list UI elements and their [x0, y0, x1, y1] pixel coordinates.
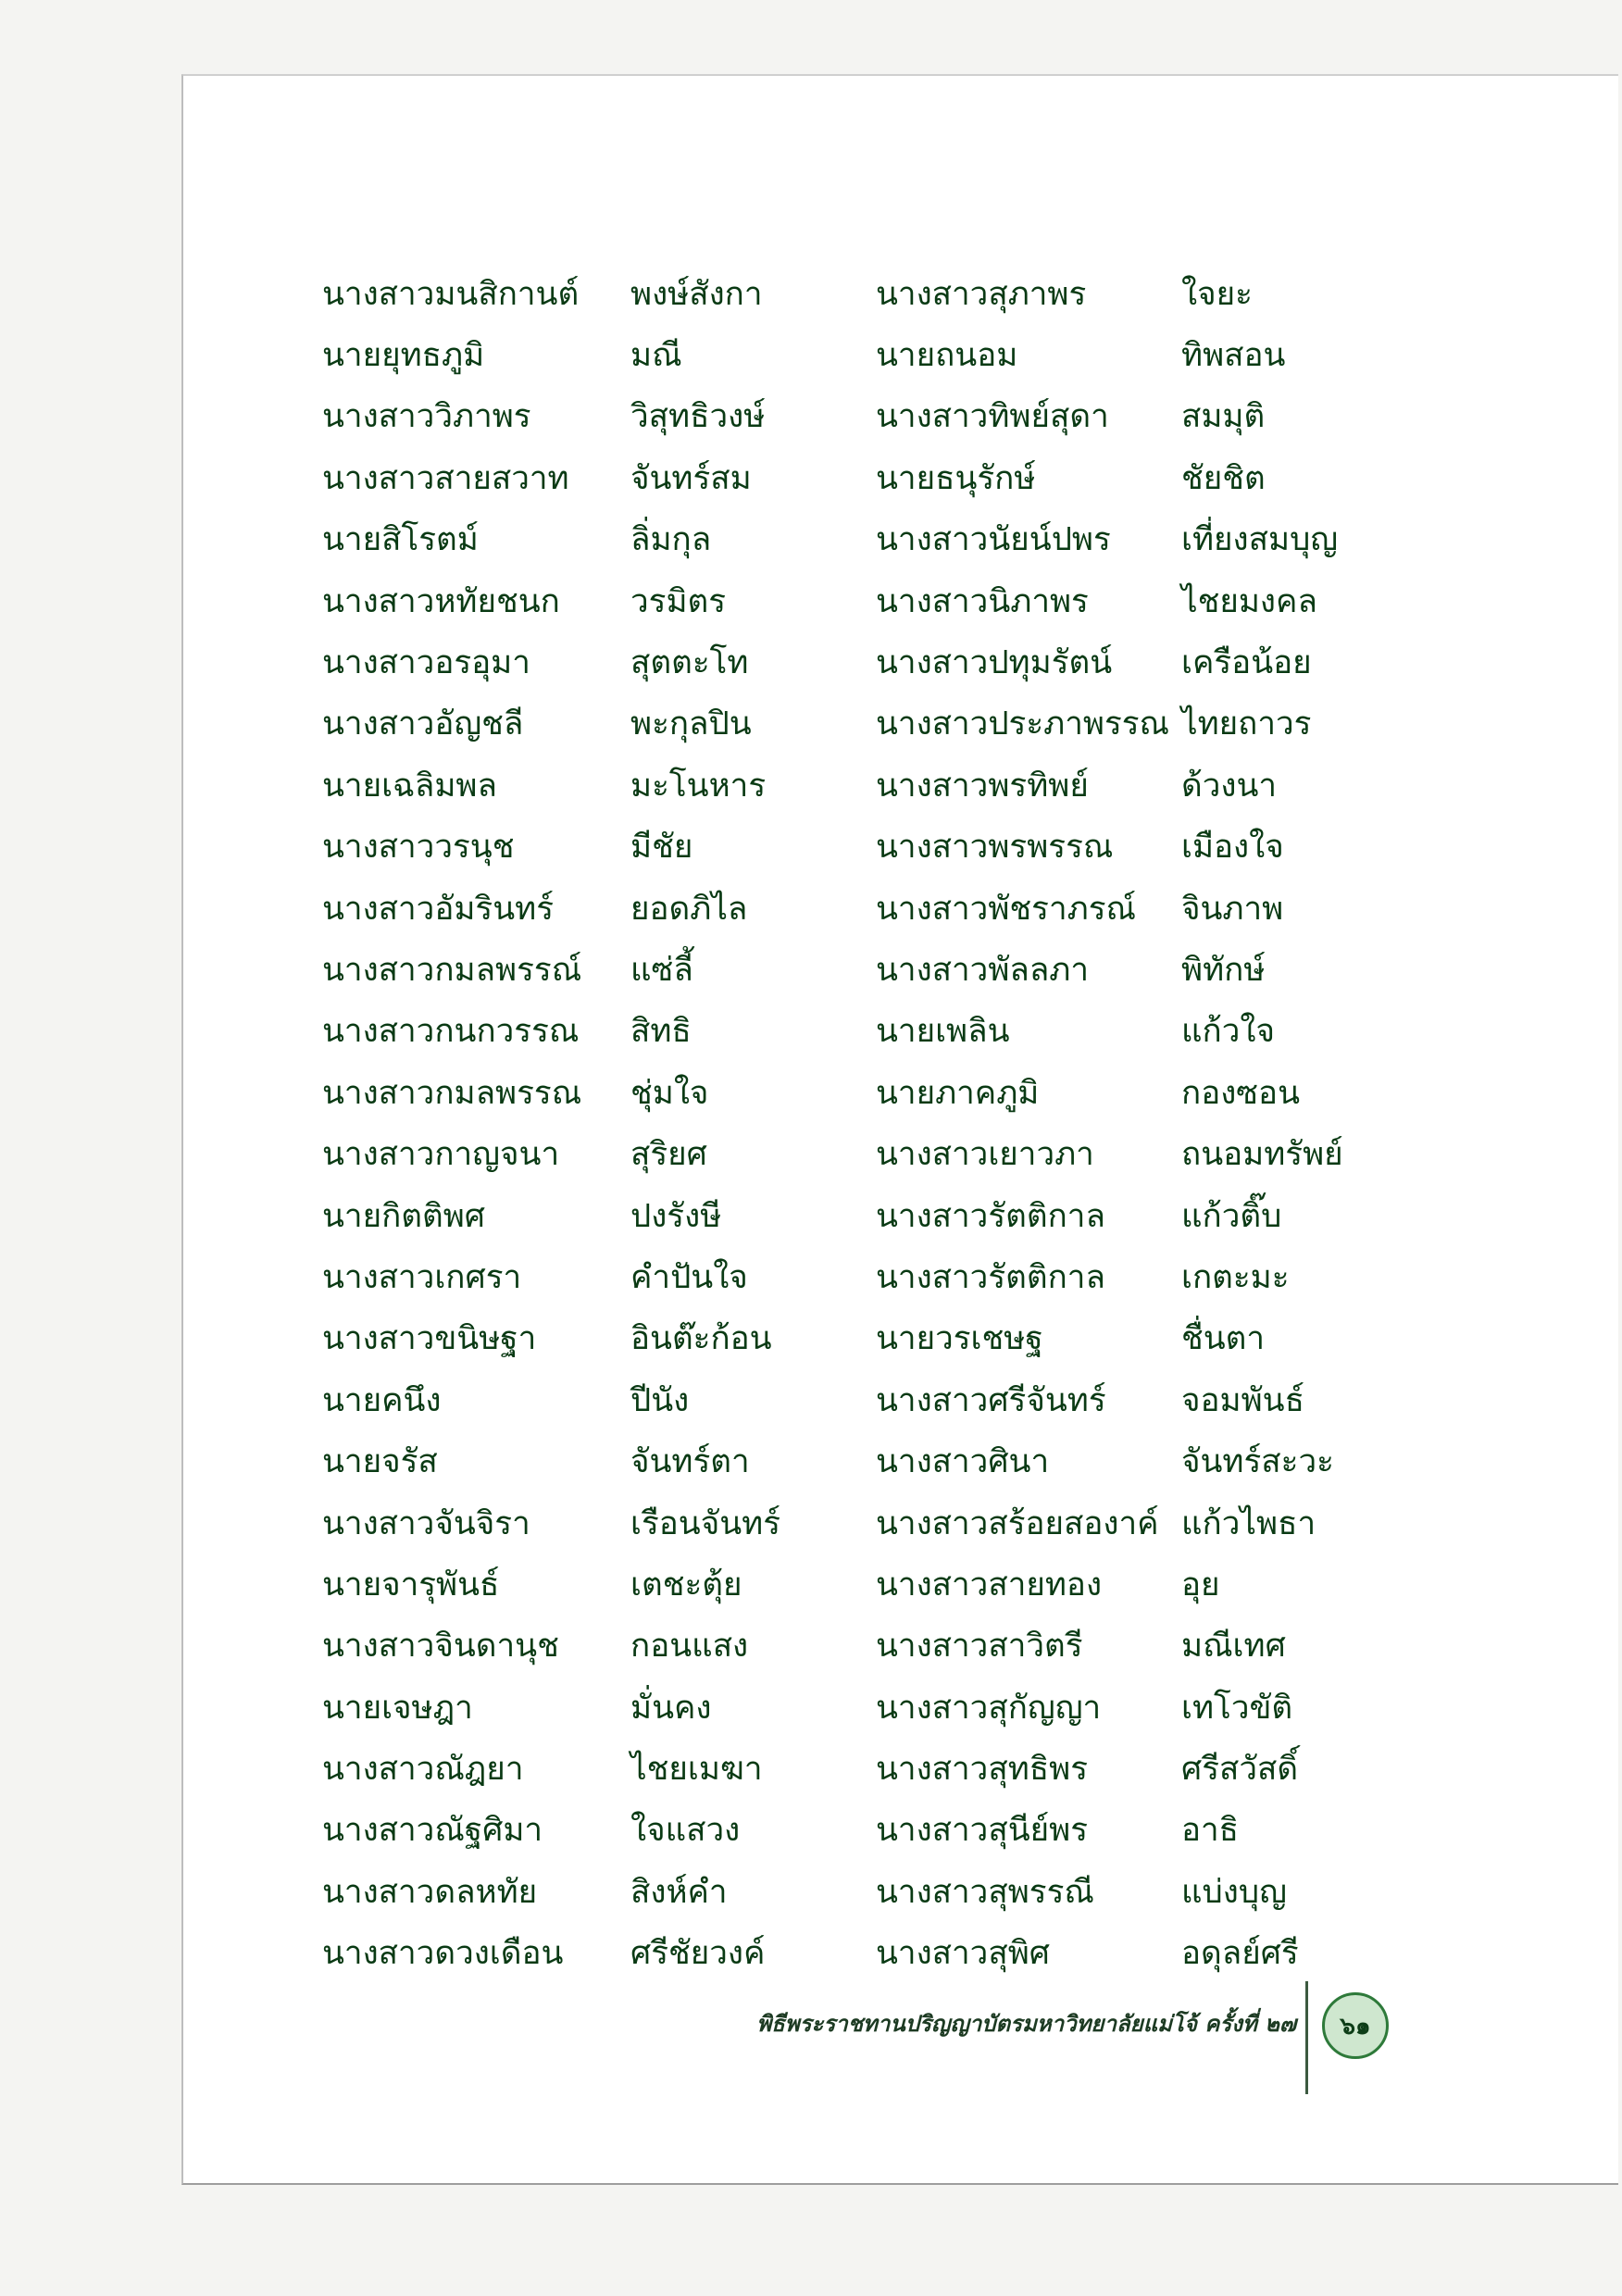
table-row	[322, 1001, 1404, 1062]
surname-col-1: วรมิตร	[630, 582, 727, 620]
first-name-col-2: นางสาวพัลลภา	[876, 951, 1090, 989]
surname-col-2: แก้วใจ	[1181, 1013, 1276, 1051]
surname-col-1: ปีนัง	[630, 1381, 690, 1419]
surname-col-1: สิงห์คำ	[630, 1873, 728, 1911]
first-name-col-1: นายจรัส	[322, 1443, 438, 1481]
surname-col-2: ไชยมงคล	[1181, 582, 1317, 620]
table-row	[322, 1800, 1404, 1861]
first-name-col-1: นางสาววิภาพร	[322, 398, 531, 436]
surname-col-1: เรือนจันทร์	[630, 1504, 781, 1542]
first-name-col-2: นางสาวศินา	[876, 1443, 1050, 1481]
surname-col-1: ชุ่มใจ	[630, 1074, 709, 1112]
surname-col-1: มั่นคง	[630, 1689, 712, 1727]
first-name-col-1: นายสิโรตม์	[322, 521, 479, 559]
first-name-col-1: นางสาวอัญชลี	[322, 705, 524, 743]
first-name-col-1: นายกิตติพศ	[322, 1197, 486, 1235]
table-row	[322, 1308, 1404, 1369]
table-row	[322, 817, 1404, 878]
table-row	[322, 263, 1404, 324]
surname-col-1: มณี	[630, 337, 682, 375]
table-row	[322, 1123, 1404, 1184]
first-name-col-2: นางสาวเยาวภา	[876, 1136, 1094, 1174]
first-name-col-2: นายวรเชษฐ	[876, 1320, 1043, 1358]
surname-col-1: ลิ่มกุล	[630, 521, 712, 559]
first-name-col-1: นางสาวหทัยชนก	[322, 582, 560, 620]
footer-caption: พิธีพระราชทานปริญญาบัตรมหาวิทยาลัยแม่โจ้ ครั้งที่ ๒๗	[756, 2011, 1296, 2037]
surname-col-2: อุย	[1181, 1566, 1220, 1603]
surname-col-1: สิทธิ	[630, 1013, 692, 1051]
first-name-col-1: นายเจษฎา	[322, 1689, 473, 1727]
table-row	[322, 386, 1404, 447]
surname-col-2: แบ่งบุญ	[1181, 1873, 1287, 1911]
surname-col-1: จันทร์สม	[630, 459, 752, 497]
first-name-col-2: นางสาวสุพิศ	[876, 1935, 1050, 1973]
table-row	[322, 878, 1404, 939]
first-name-col-2: นางสาวนัยน์ปพร	[876, 521, 1111, 559]
surname-col-1: จันทร์ตา	[630, 1443, 750, 1481]
first-name-col-2: นางสาวสุพรรณี	[876, 1873, 1094, 1911]
first-name-col-1: นางสาวกมลพรรณ	[322, 1074, 582, 1112]
first-name-col-1: นายจารุพันธ์	[322, 1566, 500, 1603]
first-name-col-2: นางสาวปทุมรัตน์	[876, 644, 1113, 682]
first-name-col-2: นางสาวศรีจันทร์	[876, 1381, 1106, 1419]
surname-col-1: วิสุทธิวงษ์	[630, 398, 766, 436]
first-name-col-2: นางสาวทิพย์สุดา	[876, 398, 1109, 436]
first-name-col-2: นางสาวสุนีย์พร	[876, 1812, 1089, 1850]
surname-col-1: ไชยเมฆา	[630, 1751, 763, 1789]
table-row	[322, 1677, 1404, 1738]
first-name-col-2: นางสาวสุภาพร	[876, 275, 1087, 313]
surname-col-2: แก้วไพธา	[1181, 1504, 1316, 1542]
surname-col-2: ถนอมทรัพย์	[1181, 1136, 1343, 1174]
first-name-col-1: นางสาวกมลพรรณ์	[322, 951, 582, 989]
first-name-col-2: นางสาวพัชราภรณ์	[876, 890, 1136, 928]
surname-col-2: อาธิ	[1181, 1812, 1240, 1850]
first-name-col-2: นางสาวนิภาพร	[876, 582, 1089, 620]
surname-col-1: คำปันใจ	[630, 1258, 748, 1296]
first-name-col-1: นางสาวขนิษฐา	[322, 1320, 537, 1358]
footer-divider	[1305, 1981, 1308, 2094]
surname-col-2: พิทักษ์	[1181, 951, 1266, 989]
table-row	[322, 631, 1404, 693]
surname-col-1: ศรีชัยวงค์	[630, 1935, 766, 1973]
surname-col-2: จอมพันธ์	[1181, 1381, 1304, 1419]
table-row	[322, 1923, 1404, 1984]
first-name-col-2: นายถนอม	[876, 337, 1018, 375]
table-row	[322, 1430, 1404, 1491]
surname-col-2: ชัยชิต	[1181, 459, 1266, 497]
table-row	[322, 1369, 1404, 1430]
table-row	[322, 1616, 1404, 1677]
first-name-col-1: นายยุทธภูมิ	[322, 337, 485, 375]
surname-col-2: เครือน้อย	[1181, 644, 1312, 682]
first-name-col-2: นางสาวสุทธิพร	[876, 1751, 1089, 1789]
first-name-col-2: นางสาวสร้อยสองาค์	[876, 1504, 1159, 1542]
surname-col-1: ใจแสวง	[630, 1812, 741, 1850]
surname-col-1: กอนแสง	[630, 1628, 749, 1666]
first-name-col-1: นายคนึง	[322, 1381, 442, 1419]
surname-col-1: ปงรังษี	[630, 1197, 722, 1235]
first-name-col-1: นางสาวเกศรา	[322, 1258, 522, 1296]
first-name-col-1: นางสาวณัฎยา	[322, 1751, 524, 1789]
first-name-col-2: นางสาวรัตติกาล	[876, 1197, 1105, 1235]
first-name-col-1: นางสาวจันจิรา	[322, 1504, 530, 1542]
first-name-col-1: นายเฉลิมพล	[322, 767, 497, 805]
surname-col-2: จันทร์สะวะ	[1181, 1443, 1334, 1481]
first-name-col-1: นางสาวณัฐศิมา	[322, 1812, 543, 1850]
first-name-col-2: นางสาวพรพรรณ	[876, 829, 1114, 867]
first-name-col-1: นางสาวดลหทัย	[322, 1873, 538, 1911]
table-row	[322, 570, 1404, 631]
table-row	[322, 1246, 1404, 1307]
first-name-col-1: นางสาวอัมรินทร์	[322, 890, 555, 928]
surname-col-2: ทิพสอน	[1181, 337, 1286, 375]
surname-col-2: เมืองใจ	[1181, 829, 1284, 867]
first-name-col-1: นางสาวสายสวาท	[322, 459, 569, 497]
surname-col-1: พะกุลปิน	[630, 705, 752, 743]
first-name-col-2: นางสาวสุกัญญา	[876, 1689, 1102, 1727]
first-name-col-2: นางสาวประภาพรรณ	[876, 705, 1170, 743]
table-row	[322, 447, 1404, 508]
table-row	[322, 1861, 1404, 1922]
names-table-body	[322, 263, 1404, 1984]
surname-col-2: ศรีสวัสดิ์	[1181, 1751, 1299, 1789]
surname-col-2: เทโวขัติ	[1181, 1689, 1293, 1727]
surname-col-2: ชื่นตา	[1181, 1320, 1266, 1358]
first-name-col-2: นายเพลิน	[876, 1013, 1010, 1051]
surname-col-1: แซ่ลี้	[630, 951, 693, 989]
surname-col-1: มีชัย	[630, 829, 693, 867]
table-row	[322, 1738, 1404, 1799]
surname-col-1: พงษ์สังกา	[630, 275, 763, 313]
first-name-col-2: นางสาวสายทอง	[876, 1566, 1103, 1603]
table-row	[322, 324, 1404, 385]
table-row	[322, 693, 1404, 755]
surname-col-2: มณีเทศ	[1181, 1628, 1286, 1666]
first-name-col-1: นางสาวจินดานุช	[322, 1628, 559, 1666]
surname-col-2: กองซอน	[1181, 1074, 1301, 1112]
table-row	[322, 1185, 1404, 1246]
first-name-col-2: นางสาวพรทิพย์	[876, 767, 1089, 805]
first-name-col-1: นางสาวอรอุมา	[322, 644, 530, 682]
first-name-col-1: นางสาววรนุช	[322, 829, 515, 867]
first-name-col-2: นางสาวรัตติกาล	[876, 1258, 1105, 1296]
first-name-col-2: นายธนุรักษ์	[876, 459, 1036, 497]
surname-col-1: เตชะตุ้ย	[630, 1566, 742, 1603]
table-row	[322, 509, 1404, 570]
surname-col-1: อินต๊ะก้อน	[630, 1320, 772, 1358]
surname-col-2: ด้วงนา	[1181, 767, 1278, 805]
surname-col-2: แก้วติ๊บ	[1181, 1197, 1282, 1235]
surname-col-2: เที่ยงสมบุญ	[1181, 521, 1339, 559]
surname-col-2: ไทยถาวร	[1181, 705, 1312, 743]
surname-col-1: สุริยศ	[630, 1136, 707, 1174]
graduate-names-table	[322, 263, 1404, 1984]
first-name-col-1: นางสาวดวงเดือน	[322, 1935, 564, 1973]
first-name-col-1: นางสาวกนกวรรณ	[322, 1013, 580, 1051]
surname-col-1: ยอดภิไล	[630, 890, 748, 928]
surname-col-1: มะโนหาร	[630, 767, 767, 805]
first-name-col-2: นายภาคภูมิ	[876, 1074, 1040, 1112]
table-row	[322, 1492, 1404, 1554]
surname-col-2: เกตะมะ	[1181, 1258, 1290, 1296]
surname-col-1: สุตตะโท	[630, 644, 749, 682]
surname-col-2: สมมุติ	[1181, 398, 1266, 436]
table-row	[322, 1062, 1404, 1123]
surname-col-2: อดุลย์ศรี	[1181, 1935, 1299, 1973]
first-name-col-2: นางสาวสาวิตรี	[876, 1628, 1083, 1666]
surname-col-2: ใจยะ	[1181, 275, 1253, 313]
first-name-col-1: นางสาวกาญจนา	[322, 1136, 560, 1174]
table-row	[322, 755, 1404, 816]
table-row	[322, 1554, 1404, 1615]
page-number-badge: ๖๑	[1322, 1992, 1389, 2059]
first-name-col-1: นางสาวมนสิกานต์	[322, 275, 580, 313]
surname-col-2: จินภาพ	[1181, 890, 1284, 928]
table-row	[322, 939, 1404, 1000]
